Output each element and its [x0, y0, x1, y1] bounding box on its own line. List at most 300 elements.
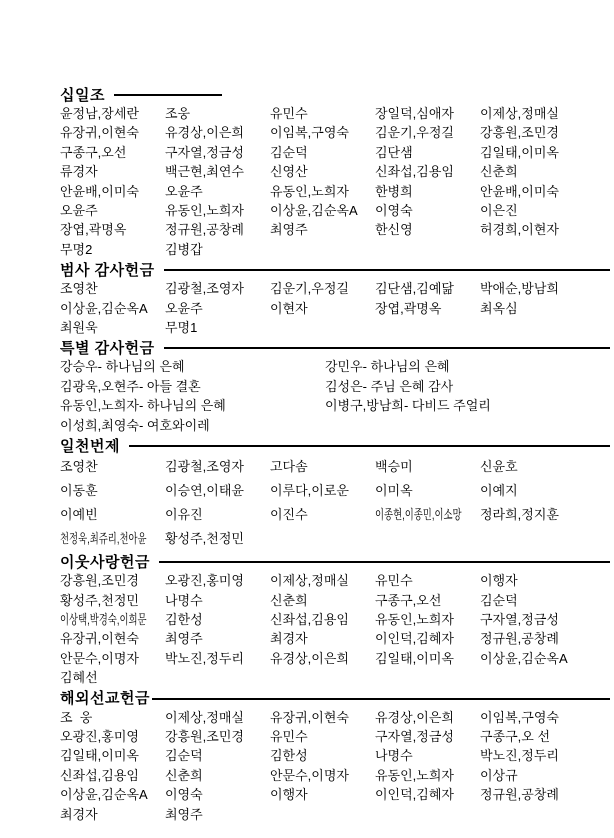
list-row: [60, 416, 610, 435]
list-row: [60, 162, 610, 181]
donor-name-cell: [480, 629, 610, 648]
donor-name-text: 이제상,정매실: [270, 573, 349, 589]
section-overseas-mission-offering: [60, 688, 610, 824]
donor-name-text: 신춘희: [270, 592, 308, 608]
donor-name-text: 최옥심: [480, 300, 518, 316]
donor-name-cell: [480, 766, 610, 785]
donor-name-text: 나명수: [375, 748, 413, 764]
list-row: [60, 708, 610, 727]
donor-name-cell: [480, 162, 610, 181]
donor-name-cell: [165, 708, 270, 727]
donor-name-cell: [480, 591, 610, 610]
donor-name-cell: [375, 571, 480, 590]
empty-cell: [375, 318, 480, 337]
donor-name-text: 이임복,구영숙: [270, 125, 349, 141]
donor-name-cell: [480, 220, 610, 239]
empty-cell: [480, 240, 610, 259]
donor-name-text: 구자열,정금성: [375, 728, 454, 744]
donor-name-text: 신좌섭,김용임: [60, 767, 139, 783]
donor-name-text: 정라희,정지훈: [480, 507, 559, 523]
donor-name-text: 김혜선: [60, 670, 98, 686]
donor-name-cell: [60, 240, 165, 259]
list-row: [60, 182, 610, 201]
donor-name-text: 김광욱,오현주- 아들 결혼: [60, 378, 201, 394]
donor-name-cell: [375, 182, 480, 201]
list-row: [60, 299, 610, 318]
donor-name-cell: [60, 668, 165, 687]
donor-name-cell: [375, 746, 480, 765]
empty-cell: [375, 668, 480, 687]
empty-cell: [165, 668, 270, 687]
section-special-thanksgiving-offering: [60, 337, 610, 435]
list-row: [60, 785, 610, 804]
donor-name-text: 천정욱,최쥬리,천아윤: [60, 531, 147, 547]
donor-name-text: 유장귀,이현숙: [60, 631, 139, 647]
donor-name-text: 이은진: [480, 203, 518, 219]
donor-name-cell: [165, 649, 270, 668]
list-row: [60, 746, 610, 765]
donor-name-text: 장엽,곽명옥: [375, 300, 442, 316]
donor-name-text: 강민우- 하나님의 은혜: [325, 359, 450, 375]
section-header: [60, 551, 610, 571]
donor-name-text: 강흥원,조민경: [480, 125, 559, 141]
donor-name-text: 유동인,노희자: [375, 767, 454, 783]
donor-name-cell: [375, 299, 480, 318]
donor-name-cell: [270, 162, 375, 181]
donor-name-text: 김일태,이미옥: [60, 748, 139, 764]
list-row: [60, 143, 610, 162]
donor-name-cell: [375, 503, 480, 527]
donor-name-cell: [480, 479, 610, 503]
section-rule-line: [159, 561, 610, 563]
empty-cell: [270, 240, 375, 259]
donor-name-text: 이제상,정매실: [165, 709, 244, 725]
donor-name-cell: [165, 503, 270, 527]
donor-name-list: [60, 357, 610, 435]
donor-name-text: 이종현,이종민,이소망: [375, 507, 462, 523]
donor-name-text: 무명2: [60, 241, 93, 257]
donor-name-text: 이인덕,김혜자: [375, 631, 454, 647]
donor-name-cell: [165, 805, 270, 824]
donor-name-cell: [480, 708, 610, 727]
donor-name-text: 조영찬: [60, 281, 98, 297]
donor-name-text: 김광철,조영자: [165, 281, 244, 297]
donor-name-text: 류경자: [60, 164, 98, 180]
donor-name-cell: [165, 299, 270, 318]
section-title: 범사 감사헌금: [60, 261, 155, 279]
donor-name-cell: [480, 299, 610, 318]
donor-name-cell: [165, 162, 270, 181]
donor-name-cell: [375, 201, 480, 220]
list-row: [60, 479, 610, 503]
donor-name-text: 이영숙: [375, 203, 413, 219]
empty-cell: [480, 527, 610, 551]
section-tithe: [60, 84, 610, 259]
list-row: [60, 240, 610, 259]
donor-name-text: 김순덕: [270, 144, 308, 160]
donor-name-cell: [270, 708, 375, 727]
donor-name-text: 강흥원,조민경: [60, 573, 139, 589]
donor-name-text: 장일덕,심애자: [375, 106, 454, 121]
donor-name-text: 구종구,오선: [60, 144, 127, 160]
list-row: [60, 629, 610, 648]
donor-name-list: [60, 708, 610, 824]
offering-sections-container: [60, 84, 610, 824]
donor-name-list: [60, 279, 610, 337]
donor-name-text: 안문수,이명자: [60, 650, 139, 666]
section-header: [60, 435, 610, 455]
donor-name-text: 박노진,정두리: [165, 650, 244, 666]
donor-name-cell: [270, 299, 375, 318]
donor-name-text: 이상택,박경숙,이희문: [60, 611, 147, 627]
empty-cell: [375, 240, 480, 259]
donor-name-text: 강승우- 하나님의 은혜: [60, 359, 185, 375]
donor-name-cell: [325, 396, 610, 415]
donor-name-text: 신좌섭,김용임: [270, 611, 349, 627]
donor-name-cell: [270, 591, 375, 610]
donor-name-cell: [165, 785, 270, 804]
donor-name-cell: [165, 279, 270, 298]
donor-name-cell: [480, 503, 610, 527]
donor-name-cell: [60, 201, 165, 220]
donor-name-cell: [375, 162, 480, 181]
donor-name-text: 이성희,최영숙- 여호와이레: [60, 417, 210, 433]
list-row: [60, 123, 610, 142]
section-rule-line: [164, 347, 610, 349]
donor-name-cell: [480, 123, 610, 142]
donor-name-cell: [375, 727, 480, 746]
list-row: [60, 503, 610, 527]
donor-name-text: 구자열,정금성: [480, 611, 559, 627]
list-row: [60, 279, 610, 298]
donor-name-cell: [375, 649, 480, 668]
donor-name-cell: [480, 785, 610, 804]
donor-name-cell: [480, 571, 610, 590]
donor-name-text: 박애순,방남희: [480, 281, 559, 297]
donor-name-text: 이미옥: [375, 483, 413, 499]
list-row: [60, 727, 610, 746]
donor-name-cell: [60, 143, 165, 162]
donor-name-cell: [270, 201, 375, 220]
donor-name-cell: [60, 503, 165, 527]
section-title: 해외선교헌금: [60, 690, 150, 708]
section-title: 일천번제: [60, 437, 120, 455]
donor-name-cell: [60, 708, 165, 727]
donor-name-text: 윤정남,장세란: [60, 106, 139, 121]
donor-name-text: 유동인,노희자: [375, 611, 454, 627]
donor-name-text: 이동훈: [60, 483, 98, 499]
list-row: [60, 805, 610, 824]
donor-name-cell: [325, 377, 610, 396]
list-row: [60, 649, 610, 668]
donor-name-text: 조 웅: [60, 709, 93, 725]
donor-name-cell: [60, 785, 165, 804]
donor-name-cell: [165, 479, 270, 503]
section-neighbor-love-offering: [60, 551, 610, 687]
donor-name-cell: [270, 503, 375, 527]
donor-name-text: 김일태,이미옥: [375, 650, 454, 666]
list-row: [60, 201, 610, 220]
donor-name-text: 오광진,홍미영: [165, 573, 244, 589]
donor-name-cell: [480, 455, 610, 479]
donor-name-text: 강흥원,조민경: [165, 728, 244, 744]
donor-name-cell: [480, 649, 610, 668]
list-row: [60, 357, 610, 376]
section-title: 이웃사랑헌금: [60, 553, 150, 571]
donor-name-text: 김단샘: [375, 144, 413, 160]
empty-cell: [270, 805, 375, 824]
donor-name-text: 유동인,노희자- 하나님의 은혜: [60, 398, 226, 414]
donor-name-cell: [270, 766, 375, 785]
donor-name-cell: [375, 629, 480, 648]
donor-name-text: 백승미: [375, 459, 413, 475]
donor-name-text: 김일태,이미옥: [480, 144, 559, 160]
donor-name-cell: [165, 571, 270, 590]
donor-name-text: 이임복,구영숙: [480, 709, 559, 725]
donor-name-text: 안윤배,이미숙: [60, 183, 139, 199]
donor-name-text: 신좌섭,김용임: [375, 164, 454, 180]
donor-name-text: 김순덕: [165, 748, 203, 764]
donor-name-list: [60, 104, 610, 259]
donor-name-text: 정규원,공창례: [480, 787, 559, 803]
donor-name-text: 유장귀,이현숙: [270, 709, 349, 725]
donor-name-cell: [375, 591, 480, 610]
donor-name-text: 최원욱: [60, 320, 98, 336]
donor-name-text: 김성은- 주님 은혜 감사: [325, 378, 454, 394]
list-row: [60, 455, 610, 479]
section-title: 십일조: [60, 86, 105, 104]
donor-name-text: 한병희: [375, 183, 413, 199]
donor-name-text: 정규원,공창례: [480, 631, 559, 647]
donor-name-cell: [165, 727, 270, 746]
section-thousand-burnt-offerings: [60, 435, 610, 551]
donor-name-text: 유동인,노희자: [165, 203, 244, 219]
list-row: [60, 377, 610, 396]
donor-name-text: 구종구,오선: [375, 592, 442, 608]
section-rule-line: [114, 94, 222, 96]
donor-name-text: 신춘희: [480, 164, 518, 180]
donor-name-text: 이예빈: [60, 507, 98, 523]
donor-name-cell: [270, 479, 375, 503]
donor-name-cell: [60, 571, 165, 590]
donor-name-text: 한신영: [375, 222, 413, 238]
section-general-thanksgiving-offering: [60, 259, 610, 337]
donor-name-cell: [480, 746, 610, 765]
donor-name-text: 김운기,우정길: [375, 125, 454, 141]
donor-name-text: 유민수: [270, 728, 308, 744]
donor-name-cell: [165, 591, 270, 610]
donor-name-text: 이진수: [270, 507, 308, 523]
donor-name-text: 허경희,이현자: [480, 222, 559, 238]
donor-name-text: 황성주,천정민: [60, 592, 139, 608]
donor-name-text: 최영주: [270, 222, 308, 238]
donor-name-text: 정규원,공창례: [165, 222, 244, 238]
donor-name-text: 이루다,이로운: [270, 483, 349, 499]
empty-cell: [375, 527, 480, 551]
donor-name-text: 이상윤,김순옥A: [480, 650, 568, 666]
donor-name-text: 장엽,곽명옥: [60, 222, 127, 238]
donor-name-cell: [270, 746, 375, 765]
donor-name-cell: [165, 182, 270, 201]
donor-name-cell: [480, 182, 610, 201]
donor-name-text: 구자열,정금성: [165, 144, 244, 160]
empty-cell: [480, 318, 610, 337]
donor-name-cell: [165, 746, 270, 765]
donor-name-cell: [60, 455, 165, 479]
donor-name-cell: [165, 143, 270, 162]
donor-name-cell: [60, 318, 165, 337]
donor-name-text: 이영숙: [165, 787, 203, 803]
donor-name-cell: [60, 104, 165, 123]
donor-name-cell: [165, 220, 270, 239]
donor-name-cell: [270, 123, 375, 142]
donor-name-cell: [270, 182, 375, 201]
donor-name-cell: [375, 220, 480, 239]
donor-name-cell: [60, 396, 325, 415]
donor-name-text: 김순덕: [480, 592, 518, 608]
list-row: [60, 668, 610, 687]
donor-name-text: 이상규: [480, 767, 518, 783]
donor-name-text: 조웅: [165, 106, 191, 121]
list-row: [60, 610, 610, 629]
donor-name-text: 이행자: [480, 573, 518, 589]
donor-name-cell: [480, 610, 610, 629]
donor-name-cell: [270, 220, 375, 239]
donor-name-cell: [60, 610, 165, 629]
donor-name-text: 유장귀,이현숙: [60, 125, 139, 141]
donor-name-cell: [165, 318, 270, 337]
donor-name-cell: [60, 123, 165, 142]
donor-name-text: 유경상,이은희: [270, 650, 349, 666]
donor-name-cell: [60, 220, 165, 239]
empty-cell: [270, 527, 375, 551]
donor-name-cell: [270, 571, 375, 590]
donor-name-text: 이병구,방남희- 다비드 주얼리: [325, 398, 491, 414]
donor-name-cell: [165, 123, 270, 142]
donor-name-text: 이현자: [270, 300, 308, 316]
donor-name-cell: [60, 162, 165, 181]
donor-name-text: 오윤주: [60, 203, 98, 219]
donor-name-cell: [375, 455, 480, 479]
donor-name-cell: [60, 377, 325, 396]
list-row: [60, 527, 610, 551]
donor-name-text: 유동인,노희자: [270, 183, 349, 199]
list-row: [60, 220, 610, 239]
list-row: [60, 571, 610, 590]
donor-name-cell: [270, 785, 375, 804]
donor-name-cell: [60, 727, 165, 746]
empty-cell: [270, 668, 375, 687]
list-row: [60, 396, 610, 415]
donor-name-cell: [60, 591, 165, 610]
section-rule-line: [152, 698, 610, 700]
donor-name-text: 최경자: [60, 806, 98, 822]
empty-cell: [480, 668, 610, 687]
donor-name-text: 최영주: [165, 631, 203, 647]
donor-name-cell: [480, 143, 610, 162]
donor-name-cell: [60, 527, 165, 551]
donor-name-cell: [270, 610, 375, 629]
donor-name-cell: [165, 766, 270, 785]
donor-name-cell: [165, 240, 270, 259]
donor-name-text: 이승연,이태윤: [165, 483, 244, 499]
donor-name-cell: [375, 279, 480, 298]
donor-name-text: 박노진,정두리: [480, 748, 559, 764]
donor-name-text: 김한성: [165, 611, 203, 627]
donor-name-cell: [270, 455, 375, 479]
donor-name-text: 유민수: [270, 106, 308, 121]
donor-name-text: 이상윤,김순옥A: [60, 787, 148, 803]
empty-cell: [270, 318, 375, 337]
donor-name-cell: [60, 629, 165, 648]
donor-name-text: 이상윤,김순옥A: [60, 300, 148, 316]
donor-name-text: 유민수: [375, 573, 413, 589]
donor-name-text: 안윤배,이미숙: [480, 183, 559, 199]
donor-name-text: 이행자: [270, 787, 308, 803]
donor-name-cell: [375, 479, 480, 503]
donor-name-text: 오광진,홍미영: [60, 728, 139, 744]
empty-cell: [375, 805, 480, 824]
donor-name-cell: [270, 629, 375, 648]
donor-name-text: 김광철,조영자: [165, 459, 244, 475]
donor-name-cell: [375, 123, 480, 142]
donor-name-text: 나명수: [165, 592, 203, 608]
donor-name-text: 고다솜: [270, 459, 308, 475]
donor-name-text: 신윤호: [480, 459, 518, 475]
donor-name-cell: [60, 357, 325, 376]
list-row: [60, 591, 610, 610]
donor-name-text: 최영주: [165, 806, 203, 822]
donor-name-cell: [60, 766, 165, 785]
donor-name-list: [60, 571, 610, 687]
donor-name-list: [60, 455, 610, 551]
donor-name-text: 이예지: [480, 483, 518, 499]
donor-name-cell: [375, 766, 480, 785]
donor-name-cell: [165, 629, 270, 648]
donor-name-cell: [165, 527, 270, 551]
donor-name-text: 이유진: [165, 507, 203, 523]
donor-name-cell: [480, 201, 610, 220]
list-row: [60, 318, 610, 337]
donor-name-text: 무명1: [165, 320, 198, 336]
donor-name-cell: [60, 182, 165, 201]
donor-name-text: 안문수,이명자: [270, 767, 349, 783]
donor-name-text: 신춘희: [165, 767, 203, 783]
empty-cell: [480, 805, 610, 824]
donor-name-cell: [375, 785, 480, 804]
list-row: [60, 104, 610, 123]
donor-name-text: 유경상,이은희: [165, 125, 244, 141]
donor-name-cell: [60, 279, 165, 298]
donor-name-cell: [325, 357, 610, 376]
donor-name-cell: [375, 104, 480, 123]
section-header: [60, 688, 610, 708]
donor-name-text: 김단샘,김예닮: [375, 281, 454, 297]
donor-name-cell: [480, 279, 610, 298]
donor-name-cell: [270, 143, 375, 162]
list-row: [60, 766, 610, 785]
donor-name-cell: [375, 610, 480, 629]
donor-name-text: 신영산: [270, 164, 308, 180]
donor-name-cell: [270, 649, 375, 668]
donor-name-cell: [60, 416, 325, 435]
donor-name-cell: [60, 479, 165, 503]
donor-name-cell: [270, 727, 375, 746]
donor-name-cell: [165, 201, 270, 220]
donor-name-text: 조영찬: [60, 459, 98, 475]
donor-name-text: 김한성: [270, 748, 308, 764]
donor-name-text: 김병갑: [165, 241, 203, 257]
